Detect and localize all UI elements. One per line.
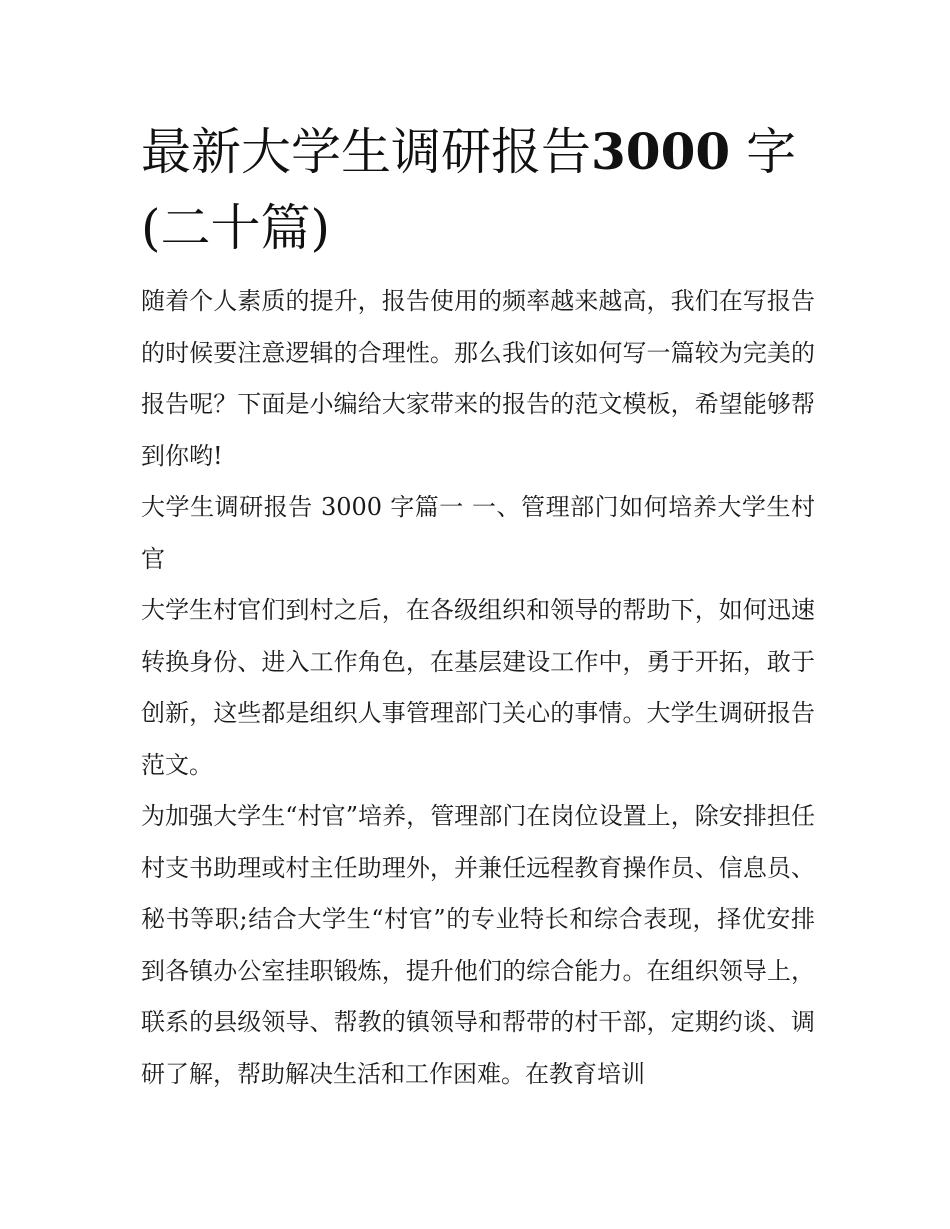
title-number: 3000 <box>591 122 731 181</box>
document-content <box>141 114 815 1100</box>
title-suffix: 字 <box>730 123 797 181</box>
title-subtitle: (二十篇) <box>141 199 331 257</box>
body-paragraph-1: 大学生村官们到村之后，在各级组织和领导的帮助下，如何迅速转换身份、进入工作角色，在基层建设工作中，勇于开拓，敢于创新，这些都是组织人事管理部门关心的事情。大学生调研报告范文。 <box>141 596 815 779</box>
body-paragraph-2: 为加强大学生“村官”培养，管理部门在岗位设置上，除安排担任村支书助理或村主任助理外，并兼任远程教育操作员、信息员、秘书等职;结合大学生“村官”的专业特长和综合表现，择优安排到各镇办公室挂职锻炼，提升他们的综合能力。在组织领导上，联系的县级领导、帮教的镇领导和帮带的村干部，定期约谈、调研了解，帮助解决生活和工作困难。在教育培训 <box>141 802 815 1088</box>
document-title <box>141 114 815 266</box>
section-heading: 大学生调研报告 3000 字篇一 一、管理部门如何培养大学生村官 <box>141 493 815 573</box>
title-text: 最新大学生调研报告 <box>141 123 591 181</box>
intro-paragraph: 随着个人素质的提升，报告使用的频率越来越高，我们在写报告的时候要注意逻辑的合理性。那么我们该如何写一篇较为完美的报告呢？下面是小编给大家带来的报告的范文模板，希望能够帮到你哟! <box>141 287 815 470</box>
